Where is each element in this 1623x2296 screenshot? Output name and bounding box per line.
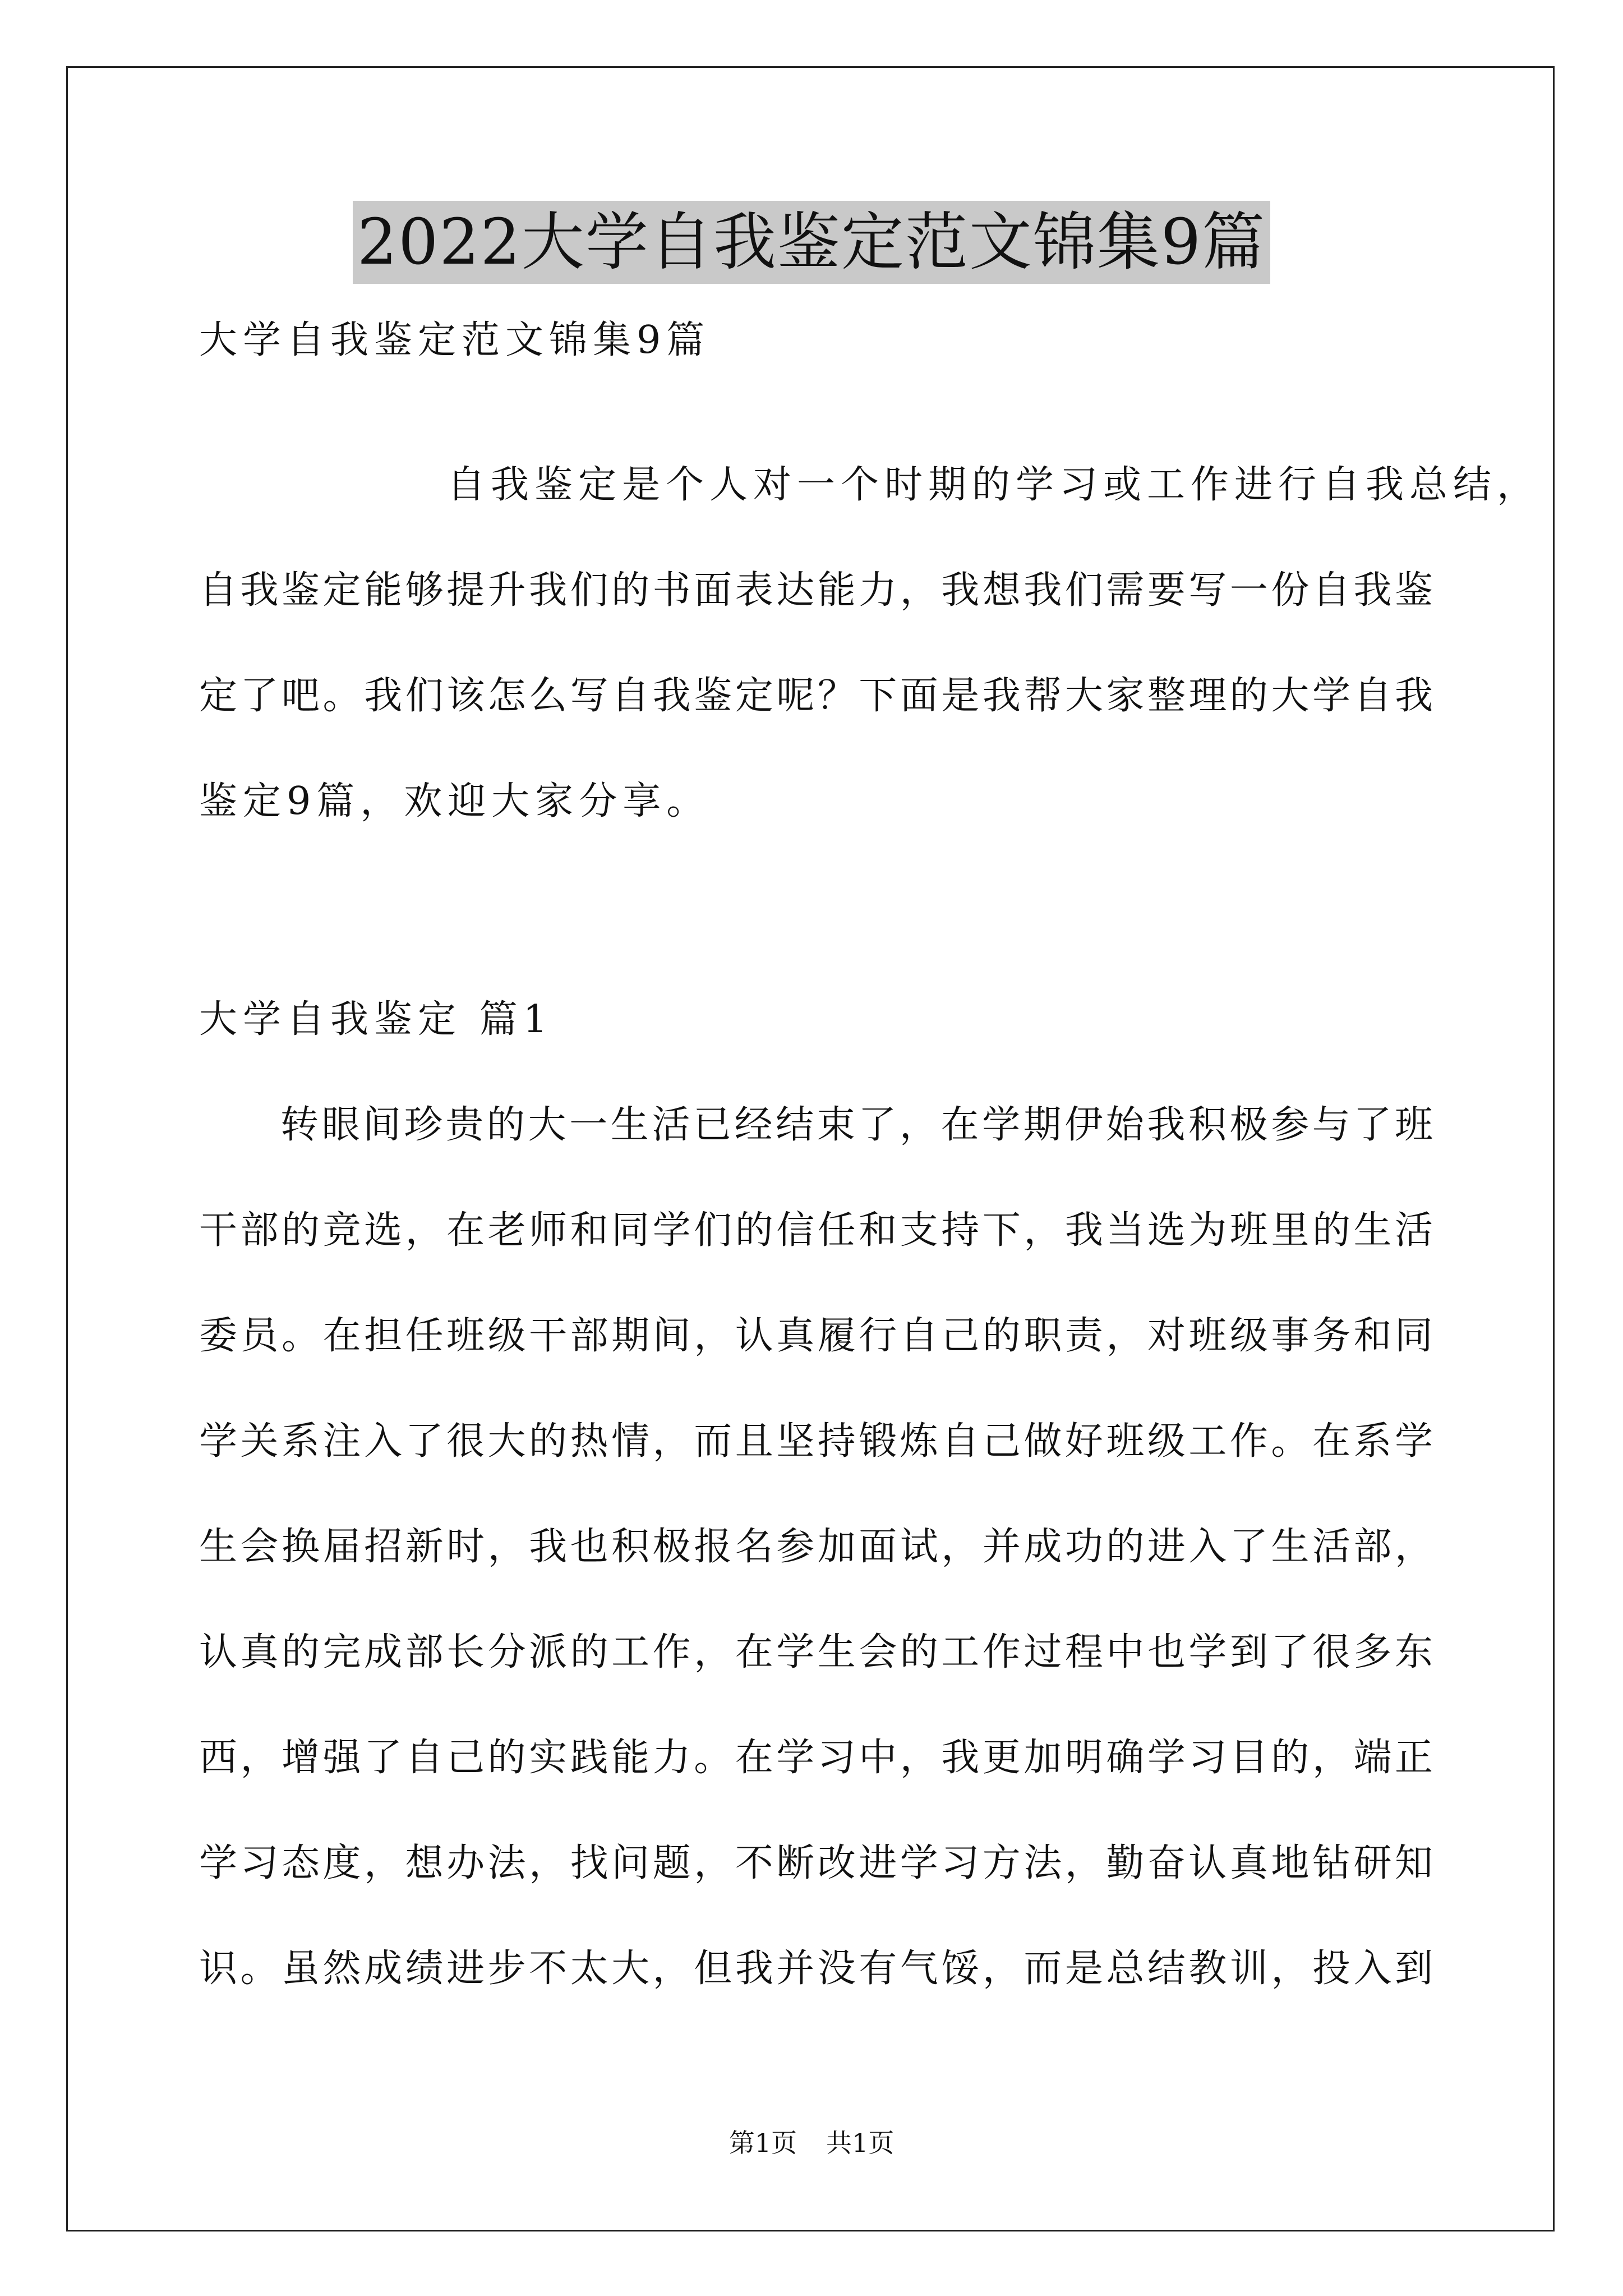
intro-line: 鉴定9篇，欢迎大家分享。 bbox=[199, 779, 711, 823]
section-line: 委员。在担任班级干部期间，认真履行自己的职责，对班级事务和同 bbox=[199, 1314, 1433, 1358]
page-number: 第1页 bbox=[728, 2128, 797, 2158]
document-title: 2022大学自我鉴定范文锦集9篇 bbox=[353, 201, 1270, 284]
section-line: 西，增强了自己的实践能力。在学习中，我更加明确学习目的，端正 bbox=[199, 1736, 1433, 1780]
section-line: 干部的竞选，在老师和同学们的信任和支持下，我当选为班里的生活 bbox=[199, 1208, 1433, 1253]
section-line: 识。虽然成绩进步不太大，但我并没有气馁，而是总结教训，投入到 bbox=[199, 1947, 1433, 1991]
page-footer bbox=[0, 2126, 1623, 2160]
section-line: 转眼间珍贵的大一生活已经结束了，在学期伊始我积极参与了班 bbox=[280, 1103, 1433, 1147]
section-line: 认真的完成部长分派的工作，在学生会的工作过程中也学到了很多东 bbox=[199, 1630, 1433, 1674]
document-subtitle: 大学自我鉴定范文锦集9篇 bbox=[199, 318, 711, 362]
intro-line: 定了吧。我们该怎么写自我鉴定呢？下面是我帮大家整理的大学自我 bbox=[199, 674, 1433, 718]
intro-line: 自我鉴定是个人对一个时期的学习或工作进行自我总结， bbox=[447, 463, 1541, 507]
intro-line: 自我鉴定能够提升我们的书面表达能力，我想我们需要写一份自我鉴 bbox=[199, 568, 1433, 613]
section-line: 生会换届招新时，我也积极报名参加面试，并成功的进入了生活部， bbox=[199, 1525, 1433, 1569]
title-wrap bbox=[0, 201, 1623, 284]
section-heading: 大学自我鉴定 篇1 bbox=[199, 997, 553, 1042]
page-total: 共1页 bbox=[826, 2128, 895, 2158]
section-line: 学关系注入了很大的热情，而且坚持锻炼自己做好班级工作。在系学 bbox=[199, 1419, 1433, 1464]
section-line: 学习态度，想办法，找问题，不断改进学习方法，勤奋认真地钻研知 bbox=[199, 1841, 1433, 1885]
